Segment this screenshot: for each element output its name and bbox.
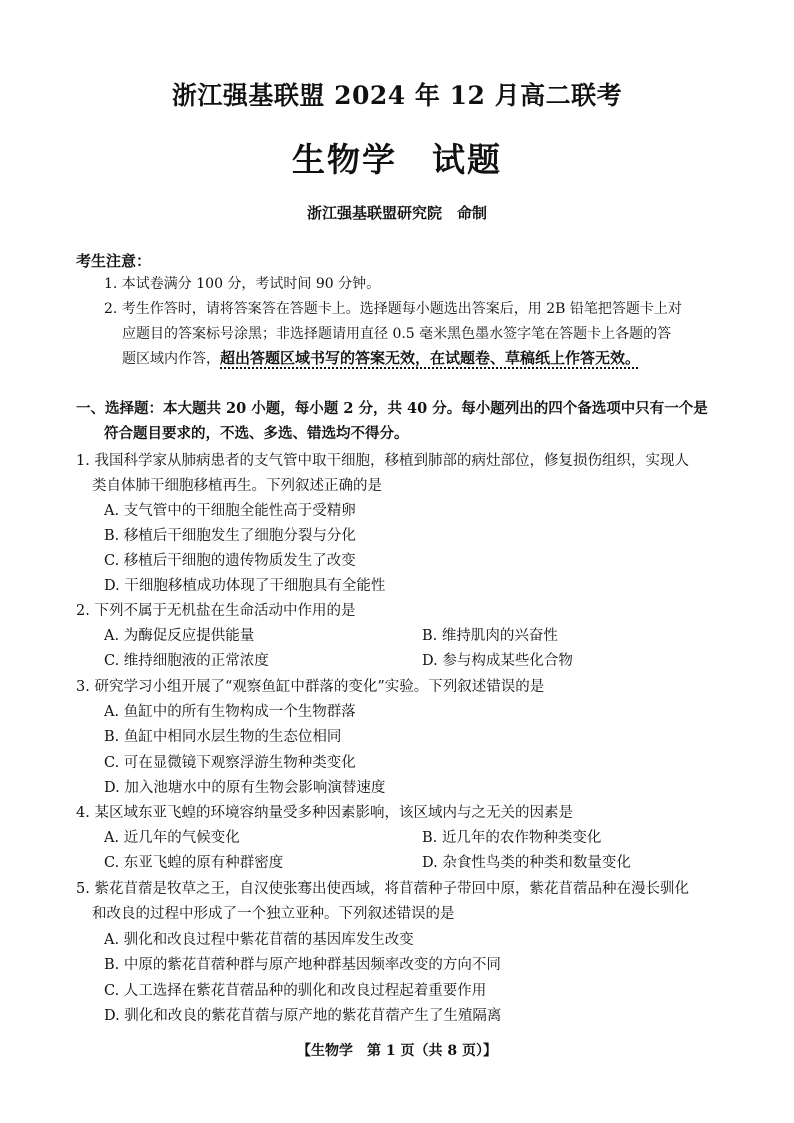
notes-item-2-line-3-prefix: 题区域内作答，	[122, 351, 220, 367]
issuer-line: 浙江强基联盟研究院 命制	[306, 204, 487, 222]
q1-stem-line-1: 1. 我国科学家从肺病患者的支气管中取干细胞，移植到肺部的病灶部位，修复损伤组织，实现人	[76, 453, 689, 469]
q4-option-c: C. 东亚飞蝗的原有种群密度	[104, 855, 284, 871]
notes-item-1: 1. 本试卷满分 100 分，考试时间 90 分钟。	[104, 276, 381, 292]
q3-option-b: B. 鱼缸中相同水层生物的生态位相同	[104, 729, 342, 745]
page-footer: 【生物学 第 1 页（共 8 页）】	[297, 1043, 497, 1059]
q1-option-b: B. 移植后干细胞发生了细胞分裂与分化	[104, 528, 356, 544]
section-instruction-line-2: 符合题目要求的，不选、多选、错选均不得分。	[104, 425, 409, 442]
subject-title: 生物学 试题	[292, 140, 502, 179]
q2-option-c: C. 维持细胞液的正常浓度	[104, 653, 269, 669]
q1-option-c: C. 移植后干细胞的遗传物质发生了改变	[104, 553, 356, 569]
q4-option-a: A. 近几年的气候变化	[104, 830, 240, 846]
q1-stem-line-2: 类自体肺干细胞移植再生。下列叙述正确的是	[92, 478, 382, 494]
q5-option-a: A. 驯化和改良过程中紫花苜蓿的基因库发生改变	[104, 932, 414, 948]
notes-heading: 考生注意：	[76, 252, 152, 270]
q4-option-d: D. 杂食性鸟类的种类和数量变化	[422, 855, 631, 871]
q1-option-d: D. 干细胞移植成功体现了干细胞具有全能性	[104, 578, 386, 594]
notes-item-2-line-3	[122, 348, 640, 369]
q3-option-c: C. 可在显微镜下观察浮游生物种类变化	[104, 755, 356, 771]
q5-option-b: B. 中原的紫花苜蓿种群与原产地种群基因频率改变的方向不同	[104, 957, 501, 973]
q5-stem-line-1: 5. 紫花苜蓿是牧草之王，自汉使张骞出使西域，将苜蓿种子带回中原，紫花苜蓿品种在漫长驯化	[76, 881, 689, 897]
notes-item-2-line-2: 应题目的答案标号涂黑；非选择题请用直径 0.5 毫米黑色墨水签字笔在答题卡上各题的答	[122, 326, 672, 342]
notes-item-2-line-1: 2. 考生作答时，请将答案答在答题卡上。选择题每小题选出答案后，用 2B 铅笔把答题卡上对	[104, 301, 682, 317]
q3-stem: 3. 研究学习小组开展了“观察鱼缸中群落的变化”实验。下列叙述错误的是	[76, 679, 545, 695]
section-instruction-line-1: 一、选择题：本大题共 20 小题，每小题 2 分，共 40 分。每小题列出的四个备选项中只有一个是	[76, 400, 708, 417]
q4-stem: 4. 某区域东亚飞蝗的环境容纳量受多种因素影响，该区域内与之无关的因素是	[76, 805, 573, 821]
q4-option-b: B. 近几年的农作物种类变化	[422, 830, 602, 846]
exam-title: 浙江强基联盟 2024 年 12 月高二联考	[171, 81, 623, 110]
q2-stem: 2. 下列不属于无机盐在生命活动中作用的是	[76, 603, 356, 619]
notes-emphasis: 超出答题区域书写的答案无效，在试题卷、草稿纸上作答无效。	[220, 349, 641, 367]
q5-stem-line-2: 和改良的过程中形成了一个独立亚种。下列叙述错误的是	[92, 906, 455, 922]
q3-option-d: D. 加入池塘水中的原有生物会影响演替速度	[104, 780, 386, 796]
q5-option-d: D. 驯化和改良的紫花苜蓿与原产地的紫花苜蓿产生了生殖隔离	[104, 1008, 502, 1024]
q3-option-a: A. 鱼缸中的所有生物构成一个生物群落	[104, 704, 356, 720]
q1-option-a: A. 支气管中的干细胞全能性高于受精卵	[104, 503, 356, 519]
q2-option-b: B. 维持肌肉的兴奋性	[422, 628, 558, 644]
q5-option-c: C. 人工选择在紫花苜蓿品种的驯化和改良过程起着重要作用	[104, 983, 487, 999]
q2-option-d: D. 参与构成某些化合物	[422, 653, 573, 669]
q2-option-a: A. 为酶促反应提供能量	[104, 628, 255, 644]
